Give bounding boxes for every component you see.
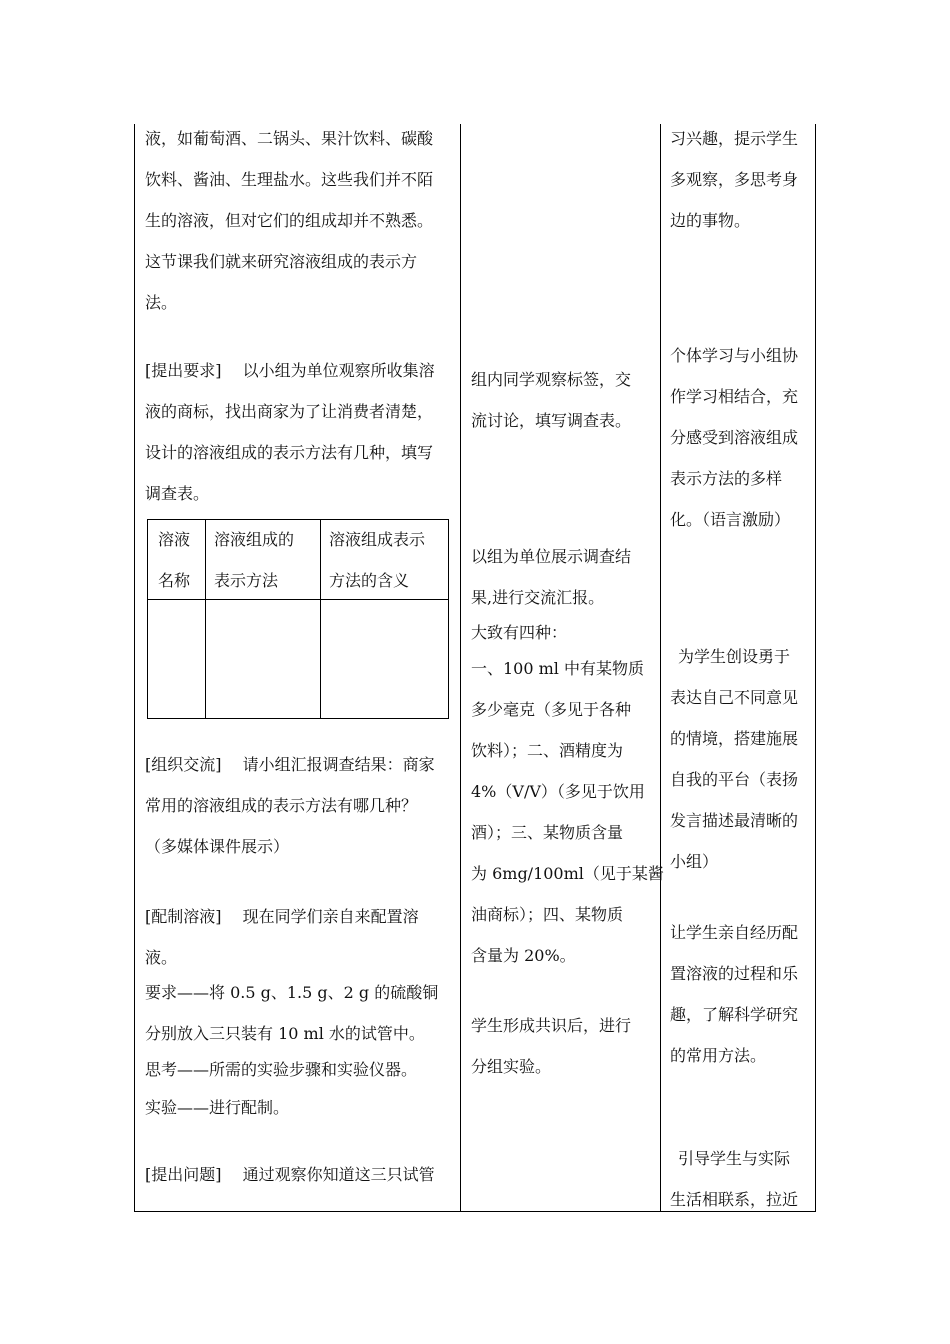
prepare-req-line: 分别放入三只装有 10 ml 水的试管中。 [145, 1024, 425, 1043]
survey-table-col-divider [205, 520, 206, 718]
report-line: 以组为单位展示调查结 [471, 547, 632, 566]
prepare-line: [配制溶液] 现在同学们亲自来配置溶 [145, 907, 419, 926]
observe-line: 流讨论，填写调查表。 [471, 411, 632, 430]
note-line: 表示方法的多样 [670, 469, 783, 488]
intro-line: 饮料、酱油、生理盐水。这些我们并不陌 [145, 170, 434, 189]
report-line: 果,进行交流汇报。 [471, 588, 605, 607]
intro-line: 法。 [145, 293, 178, 312]
note-line: 习兴趣，提示学生 [670, 129, 799, 148]
note-line: 趣，了解科学研究 [670, 1005, 799, 1024]
four-kinds-line: 油商标）；四、某物质 [471, 905, 624, 924]
think-line: 思考——所需的实验步骤和实验仪器。 [145, 1060, 418, 1079]
survey-table [147, 519, 449, 719]
survey-table-col-divider [320, 520, 321, 718]
exchange-line: （多媒体课件展示） [145, 837, 290, 856]
survey-header-cell: 名称 [158, 571, 191, 590]
note-line: 置溶液的过程和乐 [670, 964, 799, 983]
note-line: 小组） [670, 852, 719, 871]
four-kinds-line: 4%（V/V）（多见于饮用 [471, 782, 645, 801]
note-line: 发言描述最清晰的 [670, 811, 799, 830]
observe-line: 组内同学观察标签，交 [471, 370, 632, 389]
prepare-line: 液。 [145, 948, 178, 967]
note-line: 边的事物。 [670, 211, 751, 230]
four-kinds-line: 一、100 ml 中有某物质 [471, 659, 645, 678]
exchange-line: 常用的溶液组成的表示方法有哪几种？ [145, 796, 418, 815]
prepare-req-line: 要求——将 0.5 g、1.5 g、2 g 的硫酸铜 [145, 983, 439, 1002]
four-kinds-line: 多少毫克（多见于各种 [471, 700, 632, 719]
intro-line: 生的溶液，但对它们的组成却并不熟悉。 [145, 211, 434, 230]
survey-header-cell: 溶液组成的 [214, 530, 295, 549]
question-line: [提出问题] 通过观察你知道这三只试管 [145, 1165, 435, 1184]
four-kinds-line: 为 6mg/100ml（见于某酱 [471, 864, 664, 883]
four-kinds-line: 饮料）；二、酒精度为 [471, 741, 624, 760]
note-line: 多观察，多思考身 [670, 170, 799, 189]
consensus-line: 学生形成共识后，进行 [471, 1016, 632, 1035]
four-kinds-title: 大致有四种： [471, 623, 568, 642]
survey-header-cell: 表示方法 [214, 571, 279, 590]
note-line: 表达自己不同意见 [670, 688, 799, 707]
intro-line: 液，如葡萄酒、二锅头、果汁饮料、碳酸 [145, 129, 434, 148]
intro-line: 这节课我们就来研究溶液组成的表示方 [145, 252, 418, 271]
requirement-line: 设计的溶液组成的表示方法有几种，填写 [145, 443, 434, 462]
survey-header-cell: 方法的含义 [329, 571, 410, 590]
note-line: 化。（语言激励） [670, 510, 791, 529]
note-line: 分感受到溶液组成 [670, 428, 799, 447]
requirement-line: [提出要求] 以小组为单位观察所收集溶 [145, 361, 435, 380]
exchange-line: [组织交流] 请小组汇报调查结果：商家 [145, 755, 435, 774]
consensus-line: 分组实验。 [471, 1057, 552, 1076]
requirement-line: 调查表。 [145, 484, 210, 503]
requirement-line: 液的商标，找出商家为了让消费者清楚， [145, 402, 434, 421]
note-line: 的常用方法。 [670, 1046, 767, 1065]
survey-header-cell: 溶液 [158, 530, 191, 549]
note-line: 引导学生与实际 [678, 1149, 791, 1168]
note-line: 的情境，搭建施展 [670, 729, 799, 748]
column-divider [660, 124, 661, 1212]
experiment-line: 实验——进行配制。 [145, 1098, 290, 1117]
four-kinds-line: 酒）；三、某物质含量 [471, 823, 624, 842]
note-line: 让学生亲自经历配 [670, 923, 799, 942]
note-line: 作学习相结合，充 [670, 387, 799, 406]
survey-header-cell: 溶液组成表示 [329, 530, 426, 549]
note-line: 生活相联系，拉近 [670, 1190, 799, 1209]
four-kinds-line: 含量为 20%。 [471, 946, 576, 965]
column-divider [460, 124, 461, 1212]
note-line: 自我的平台（表扬 [670, 770, 799, 789]
note-line: 个体学习与小组协 [670, 346, 799, 365]
note-line: 为学生创设勇于 [678, 647, 791, 666]
